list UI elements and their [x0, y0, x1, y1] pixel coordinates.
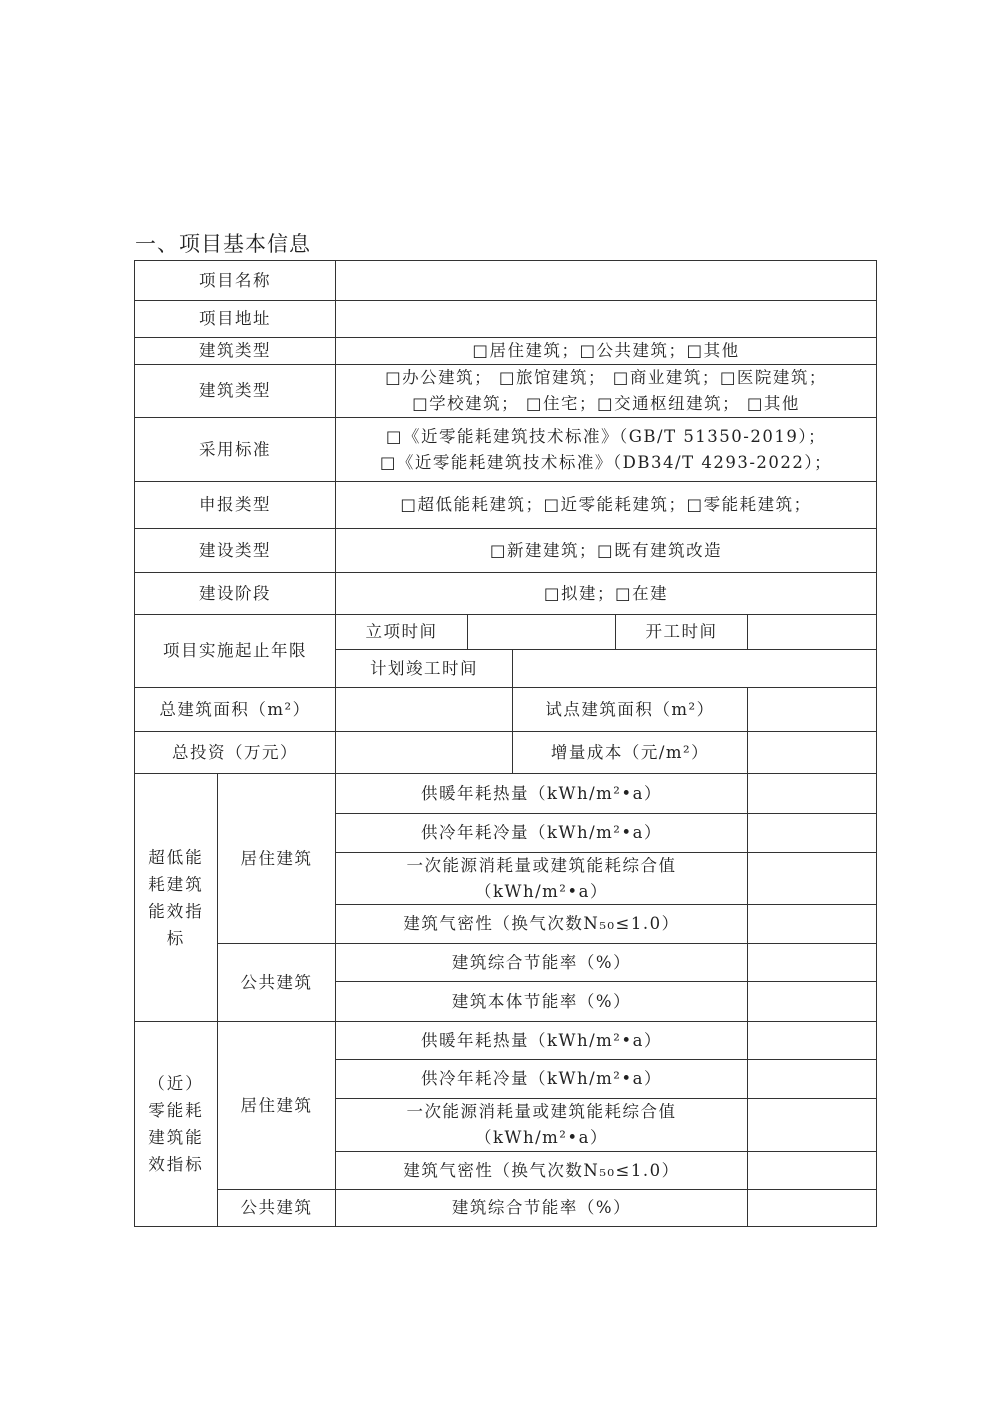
construction-type-label: 建设类型 [199, 540, 271, 560]
building-subtype-label: 建筑类型 [199, 381, 271, 400]
approval-time-label: 立项时间 [365, 622, 438, 641]
standard-label: 采用标准 [199, 439, 271, 459]
near-zero-airtightness-label: 建筑气密性（换气次数N₅₀≤1.0） [403, 1160, 680, 1180]
total-area-field[interactable] [336, 688, 512, 731]
ultra-low-heating-label: 供暖年耗热量（kWh/m²•a） [421, 783, 662, 803]
construction-stage-options[interactable]: □拟建；□在建 [543, 583, 669, 603]
start-time-label: 开工时间 [645, 622, 718, 641]
near-zero-heating-field[interactable] [748, 1022, 876, 1059]
ultra-low-envelope-saving-label: 建筑本体节能率（%） [451, 991, 632, 1011]
pilot-area-label: 试点建筑面积（m²） [545, 699, 715, 719]
ultra-low-primary-energy-field[interactable] [748, 853, 876, 904]
section-heading: 一、项目基本信息 [135, 232, 311, 256]
project-info-table [134, 260, 877, 1227]
completion-time-field[interactable] [513, 650, 876, 687]
ultra-low-primary-energy-label [336, 853, 747, 904]
project-name-field[interactable] [336, 261, 876, 300]
near-zero-section-text: （近）零能耗建筑能效指标 [148, 1074, 204, 1174]
ultra-low-primary-energy-line-1: 一次能源消耗量或建筑能耗综合值 [406, 855, 677, 875]
total-investment-field[interactable] [336, 732, 512, 773]
standard-options[interactable] [336, 418, 876, 481]
building-subtype-options[interactable] [336, 365, 876, 417]
ultra-low-airtightness-label: 建筑气密性（换气次数N₅₀≤1.0） [403, 914, 680, 933]
near-zero-overall-saving-label: 建筑综合节能率（%） [451, 1198, 632, 1217]
building-type-label: 建筑类型 [199, 341, 271, 360]
ultra-low-primary-energy-line-2: （kWh/m²•a） [475, 881, 608, 901]
near-zero-primary-energy-field[interactable] [748, 1099, 876, 1151]
near-zero-public-label: 公共建筑 [240, 1198, 313, 1217]
project-period-label: 项目实施起止年限 [163, 641, 307, 660]
ultra-low-cooling-field[interactable] [748, 814, 876, 852]
project-address-label: 项目地址 [199, 309, 271, 328]
near-zero-section-label [135, 1022, 217, 1226]
construction-type-options[interactable]: □新建建筑；□既有建筑改造 [489, 540, 723, 560]
start-time-field[interactable] [748, 615, 876, 649]
near-zero-airtightness-field[interactable] [748, 1152, 876, 1189]
declaration-type-label: 申报类型 [199, 495, 271, 514]
near-zero-cooling-label: 供冷年耗冷量（kWh/m²•a） [421, 1069, 662, 1088]
near-zero-primary-energy-label [336, 1099, 747, 1151]
ultra-low-residential-label: 居住建筑 [240, 848, 313, 868]
project-address-field[interactable] [336, 301, 876, 337]
near-zero-primary-energy-line-2: （kWh/m²•a） [475, 1128, 608, 1147]
near-zero-overall-saving-field[interactable] [748, 1190, 876, 1226]
ultra-low-heating-field[interactable] [748, 774, 876, 813]
project-name-label: 项目名称 [199, 270, 271, 290]
near-zero-cooling-field[interactable] [748, 1060, 876, 1098]
approval-time-field[interactable] [468, 615, 615, 649]
ultra-low-overall-saving-label: 建筑综合节能率（%） [451, 952, 632, 972]
standard-option-gb[interactable]: □《近零能耗建筑技术标准》（GB/T 51350-2019）； [385, 426, 827, 446]
ultra-low-public-label: 公共建筑 [240, 972, 313, 992]
near-zero-primary-energy-line-1: 一次能源消耗量或建筑能耗综合值 [406, 1102, 677, 1121]
building-subtype-line-2[interactable]: □学校建筑； □住宅；□交通枢纽建筑； □其他 [412, 394, 800, 413]
ultra-low-airtightness-field[interactable] [748, 905, 876, 943]
standard-option-db[interactable]: □《近零能耗建筑技术标准》（DB34/T 4293-2022）； [379, 452, 833, 472]
near-zero-heating-label: 供暖年耗热量（kWh/m²•a） [421, 1030, 662, 1050]
incremental-cost-field[interactable] [748, 732, 876, 773]
construction-stage-label: 建设阶段 [199, 583, 271, 603]
near-zero-residential-label: 居住建筑 [240, 1095, 313, 1115]
ultra-low-overall-saving-field[interactable] [748, 944, 876, 981]
ultra-low-section-text: 超低能耗建筑能效指标 [148, 847, 204, 948]
total-investment-label: 总投资（万元） [172, 742, 298, 762]
total-area-label: 总建筑面积（m²） [159, 699, 311, 719]
declaration-type-options[interactable]: □超低能耗建筑；□近零能耗建筑；□零能耗建筑； [400, 495, 812, 514]
ultra-low-section-label [135, 774, 217, 1021]
building-subtype-line-1[interactable]: □办公建筑； □旅馆建筑； □商业建筑；□医院建筑； [385, 368, 827, 387]
ultra-low-cooling-label: 供冷年耗冷量（kWh/m²•a） [421, 823, 662, 842]
completion-time-label: 计划竣工时间 [370, 658, 478, 678]
building-type-options[interactable]: □居住建筑；□公共建筑；□其他 [472, 341, 740, 360]
incremental-cost-label: 增量成本（元/m²） [550, 742, 710, 762]
pilot-area-field[interactable] [748, 688, 876, 731]
ultra-low-envelope-saving-field[interactable] [748, 982, 876, 1021]
